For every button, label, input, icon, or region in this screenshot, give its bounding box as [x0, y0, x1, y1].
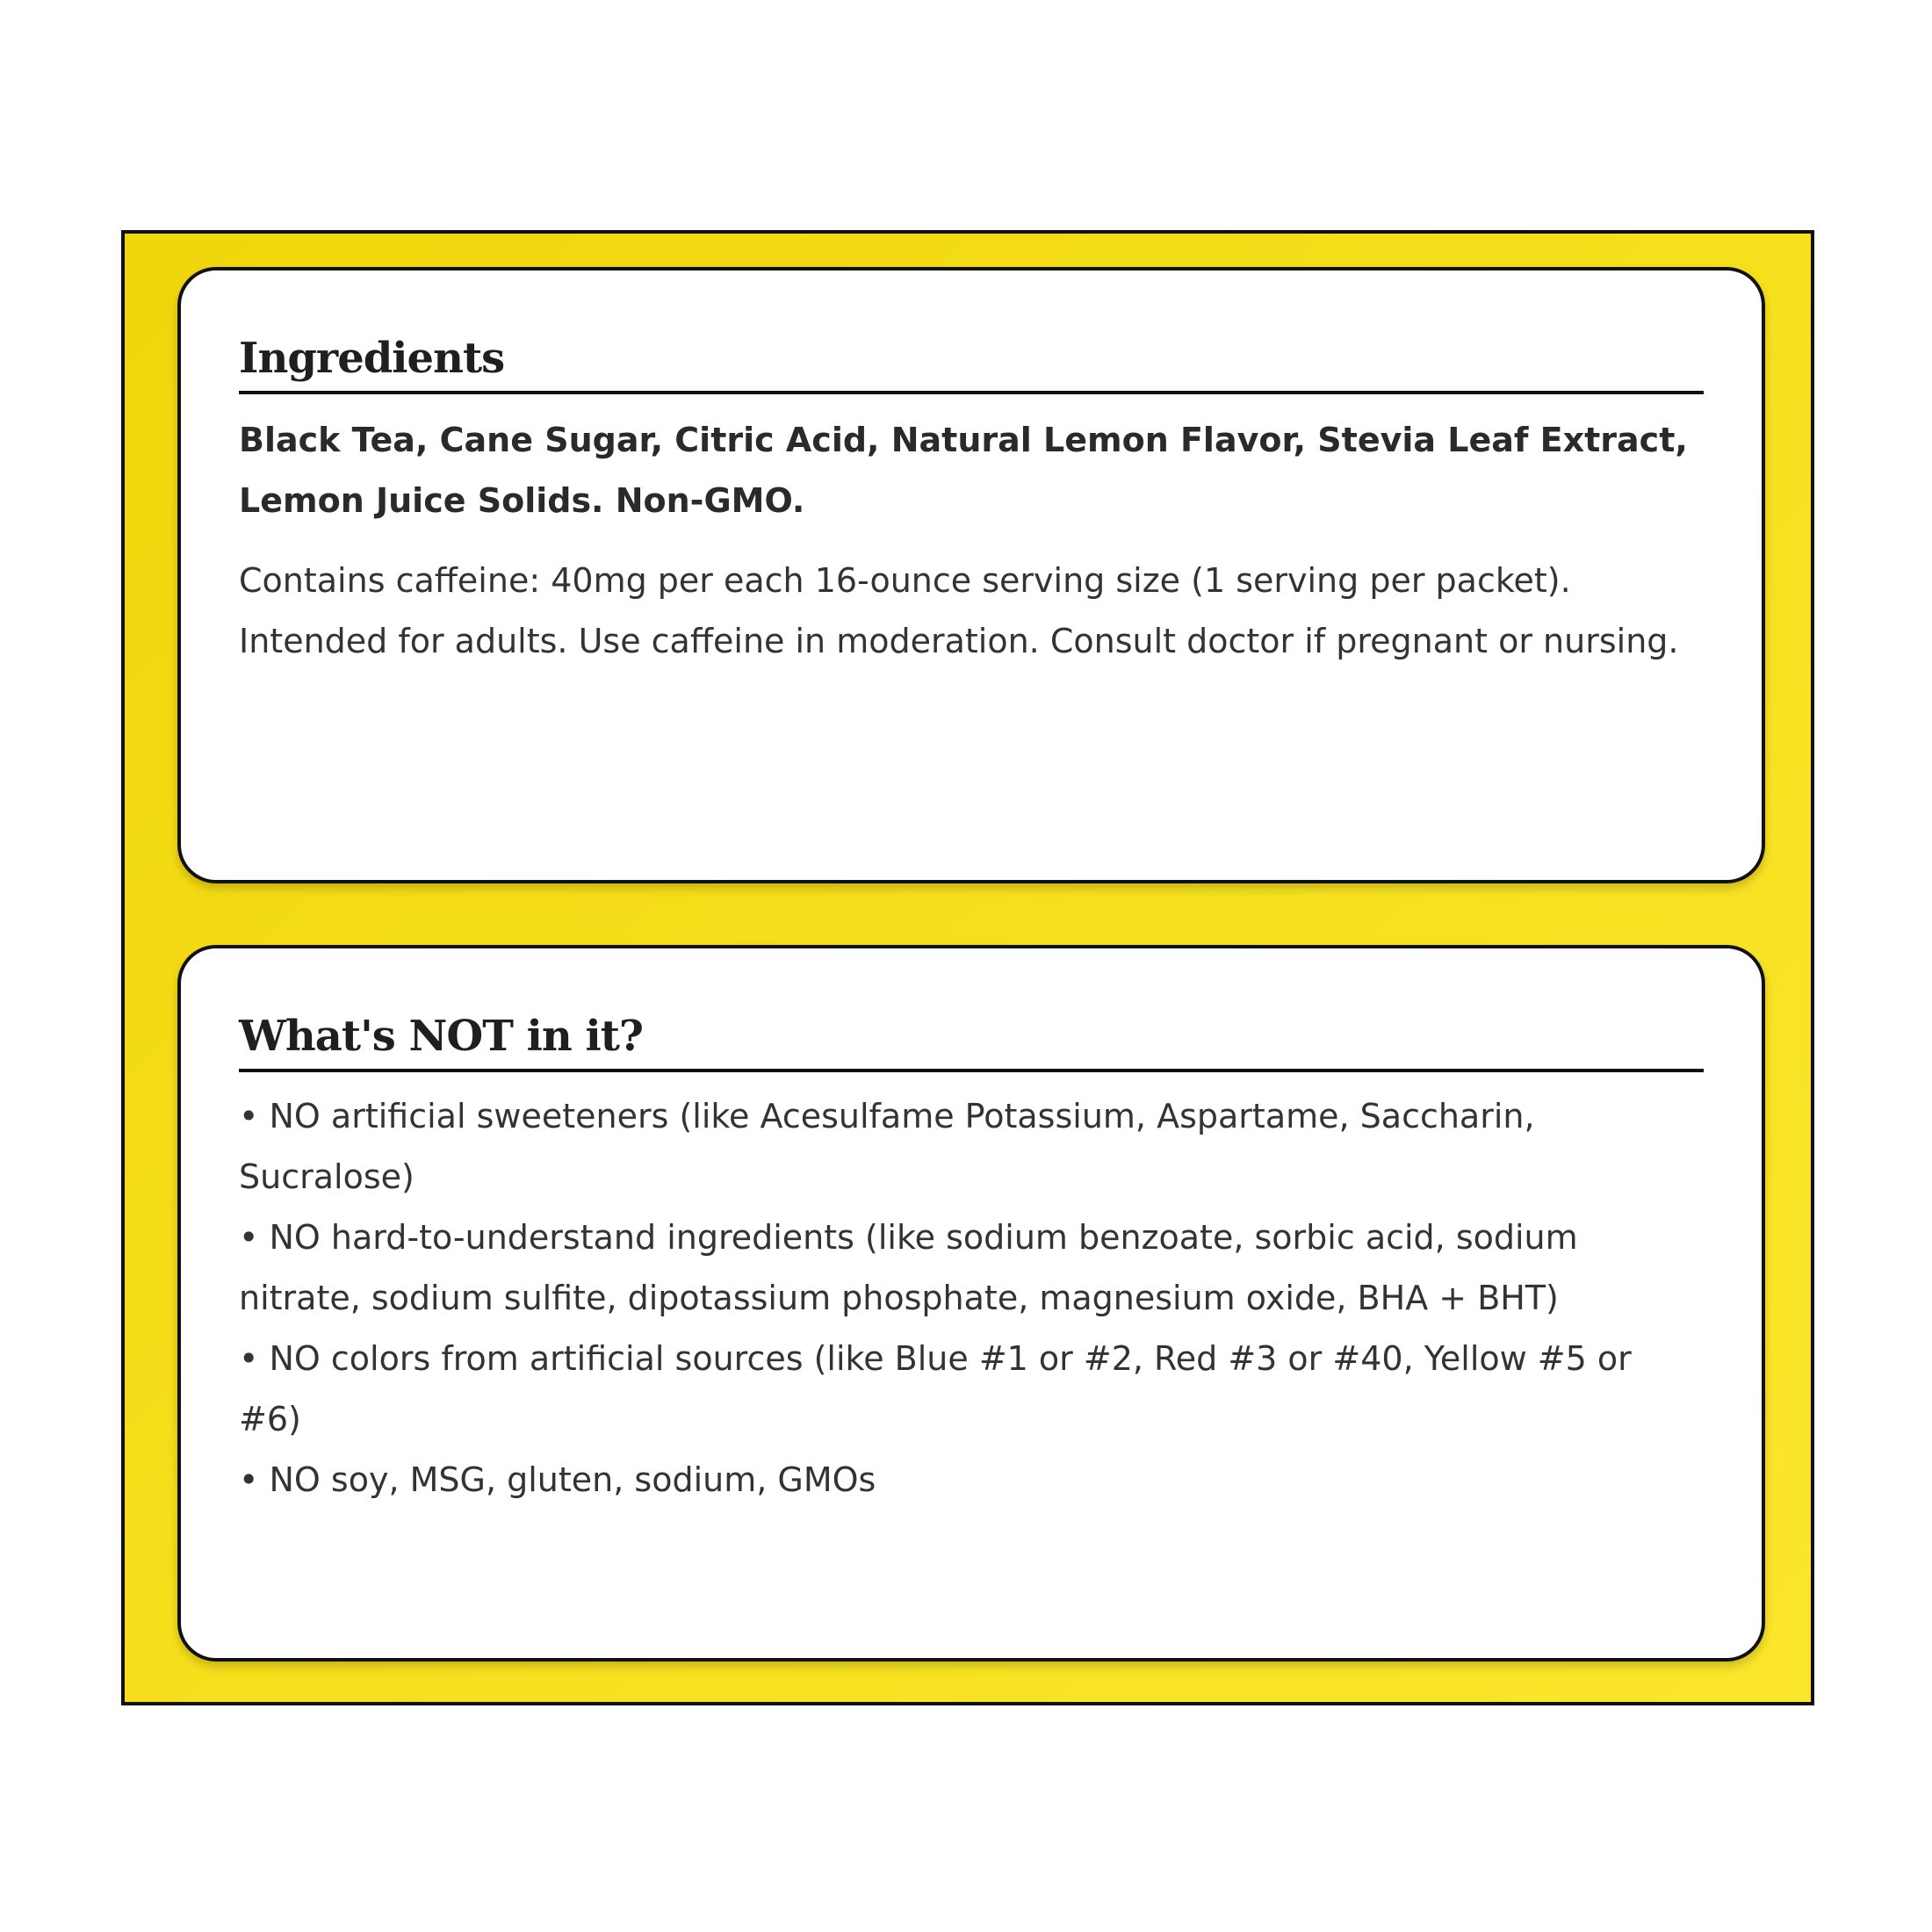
- ingredients-title: Ingredients: [239, 335, 1704, 394]
- ingredients-card: [177, 267, 1765, 883]
- list-item: • NO colors from artificial sources (like Blue #1 or #2, Red #3 or #40, Yellow #5 or #6): [239, 1338, 1632, 1438]
- not-in-it-list: [239, 1086, 1704, 1510]
- ingredients-list-text: Black Tea, Cane Sugar, Citric Acid, Natural Lemon Flavor, Stevia Leaf Extract, Lemon Juice Solids. Non-GMO.: [239, 420, 1688, 520]
- ingredients-card-content: [239, 335, 1704, 672]
- list-item: • NO artificial sweeteners (like Acesulfame Potassium, Aspartame, Saccharin, Sucralose): [239, 1096, 1535, 1196]
- list-item: • NO soy, MSG, gluten, sodium, GMOs: [239, 1460, 876, 1499]
- yellow-background-panel: [121, 230, 1814, 1705]
- not-in-it-card-content: [239, 1013, 1704, 1510]
- list-item: • NO hard-to-understand ingredients (like sodium benzoate, sorbic acid, sodium nitrate, sodium sulfite, dipotassium phosphate, magnesium oxide, BHA + BHT): [239, 1217, 1578, 1317]
- not-in-it-card: [177, 945, 1765, 1662]
- not-in-it-title: What's NOT in it?: [239, 1013, 1704, 1072]
- caffeine-note-text: Contains caffeine: 40mg per each 16-ounce serving size (1 serving per packet). Intended for adults. Use caffeine in moderation. Consult doctor if pregnant or nursing.: [239, 560, 1679, 660]
